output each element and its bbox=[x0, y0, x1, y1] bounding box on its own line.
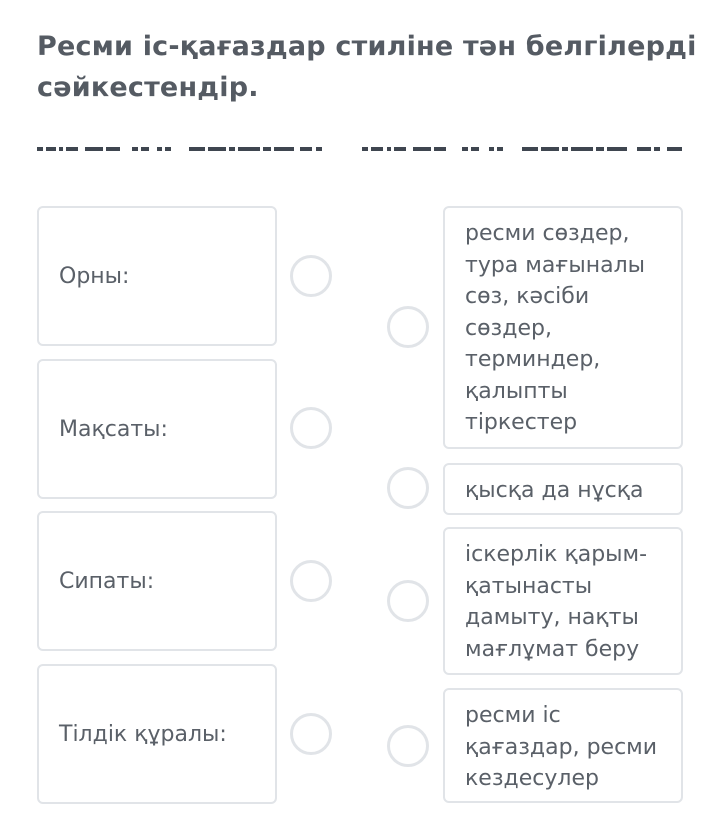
left-radio-4[interactable] bbox=[290, 713, 332, 755]
left-radio-2[interactable] bbox=[290, 407, 332, 449]
left-item-character[interactable] bbox=[37, 511, 277, 651]
right-item-label: ресми сөздер, тура мағыналы сөз, кәсіби сөздер, терминдер, қалыпты тіркестер bbox=[465, 221, 646, 435]
right-item-label: ресми іс қағаздар, ресми кездесулер bbox=[465, 703, 658, 791]
left-item-label: Орны: bbox=[59, 263, 130, 289]
left-item-language-tools[interactable] bbox=[37, 664, 277, 804]
right-item-brief[interactable] bbox=[443, 463, 683, 515]
right-item-business-communication[interactable] bbox=[443, 527, 683, 675]
left-item-label: Мақсаты: bbox=[59, 416, 168, 442]
right-item-label: қысқа да нұсқа bbox=[465, 478, 644, 503]
question-title: Ресми іс-қағаздар стиліне тән белгілерді сәйкестендір. bbox=[37, 31, 697, 103]
right-item-vocabulary[interactable] bbox=[443, 206, 683, 449]
right-item-official-documents[interactable] bbox=[443, 688, 683, 803]
left-radio-1[interactable] bbox=[290, 255, 332, 297]
right-item-label: іскерлік қарым-қатынасты дамыту, нақты мағлұмат беру bbox=[465, 542, 648, 662]
right-radio-3[interactable] bbox=[387, 580, 429, 622]
left-item-label: Сипаты: bbox=[59, 568, 155, 594]
left-item-purpose[interactable] bbox=[37, 359, 277, 499]
right-radio-4[interactable] bbox=[387, 725, 429, 767]
left-item-label: Тілдік құралы: bbox=[59, 721, 227, 747]
left-radio-3[interactable] bbox=[290, 560, 332, 602]
right-radio-1[interactable] bbox=[387, 306, 429, 348]
right-radio-2[interactable] bbox=[387, 467, 429, 509]
section-divider bbox=[37, 145, 682, 153]
left-item-location[interactable] bbox=[37, 206, 277, 346]
